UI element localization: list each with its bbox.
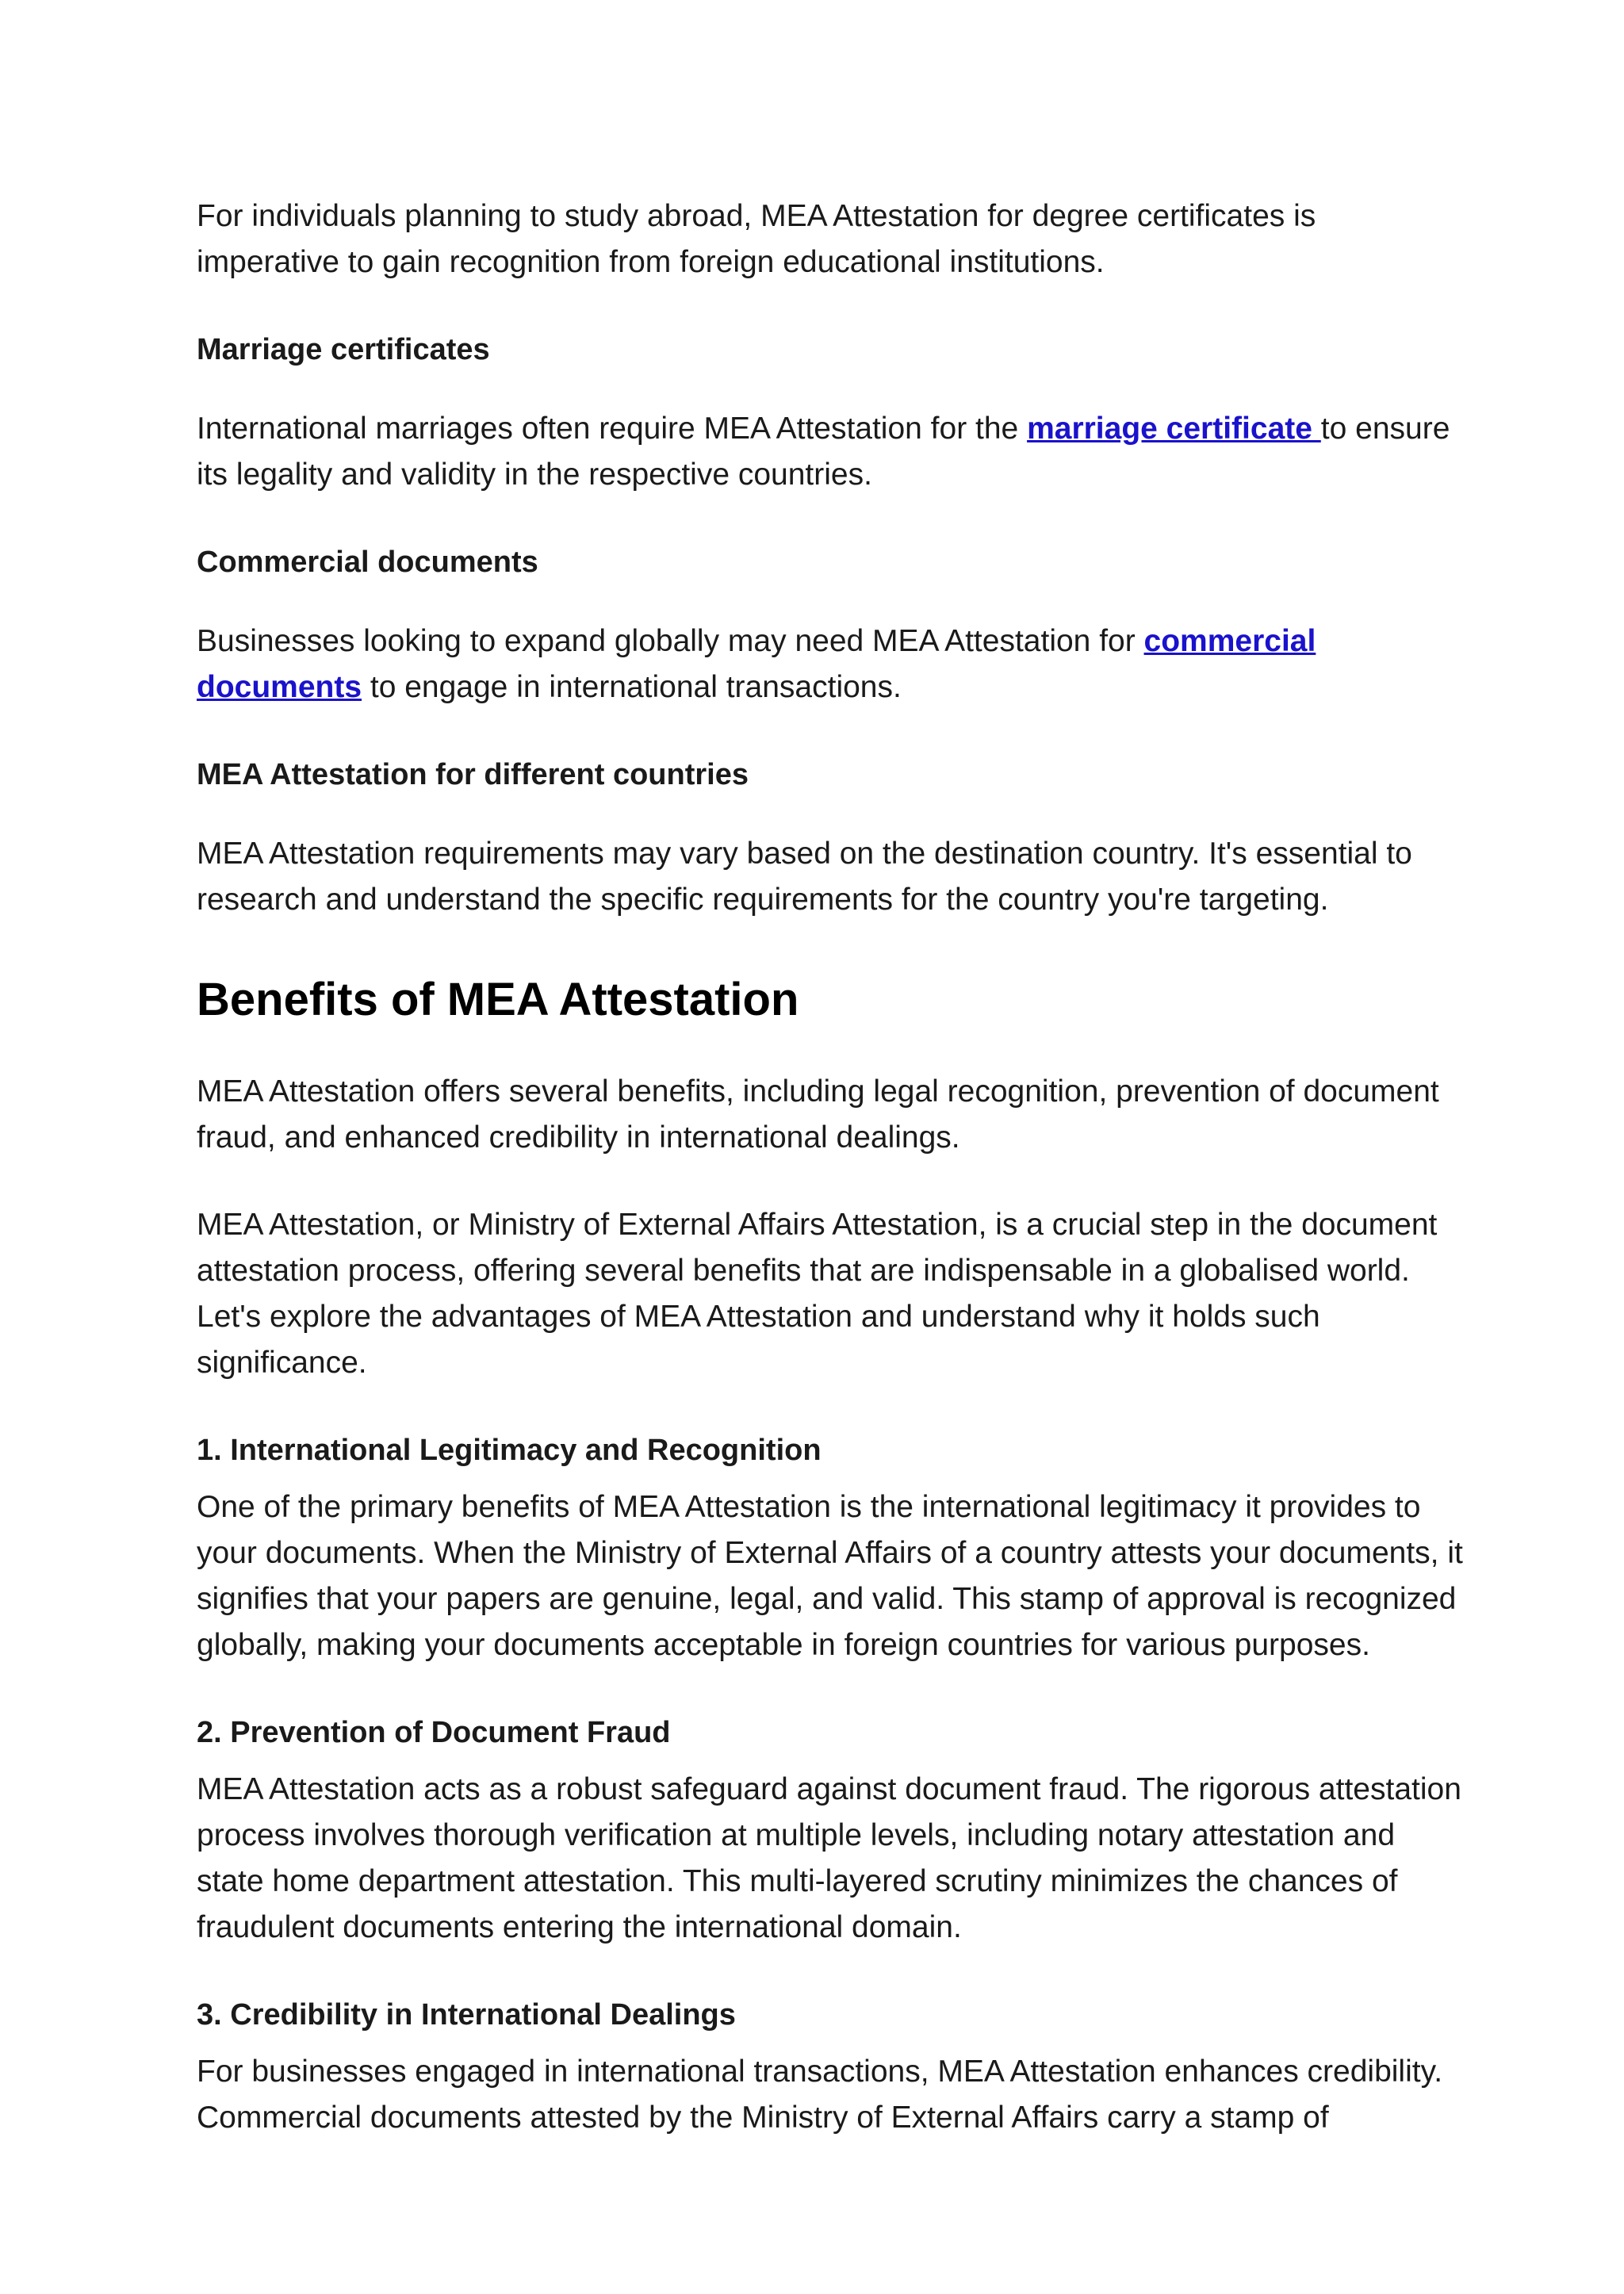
marriage-text-after: to ensure its legality and validity in the respective countries. — [197, 412, 1450, 492]
marriage-paragraph — [197, 406, 1465, 498]
marriage-text-before: International marriages often require MEA Attestation for the — [197, 412, 1028, 446]
commercial-documents-link[interactable]: commercial documents — [197, 624, 1316, 704]
benefit-2-text: MEA Attestation acts as a robust safeguard against document fraud. The rigorous attestation process involves thorough verification at multiple levels, including notary attestation and state home department attestation. This multi-layered scrutiny minimizes the chances of fraudulent documents entering the international domain. — [197, 1772, 1461, 1944]
commercial-text-before: Businesses looking to expand globally may need MEA Attestation for — [197, 624, 1144, 658]
benefits-heading: Benefits of MEA Attestation — [197, 974, 799, 1025]
benefit-3-title: 3. Credibility in International Dealings — [197, 1998, 736, 2032]
commercial-heading: Commercial documents — [197, 546, 538, 579]
benefits-intro-paragraph: MEA Attestation offers several benefits, including legal recognition, prevention of document fraud, and enhanced credibility in international dealings. — [197, 1074, 1439, 1155]
benefit-1-title: 1. International Legitimacy and Recognition — [197, 1434, 822, 1467]
commercial-text-after: to engage in international transactions. — [362, 670, 902, 704]
commercial-paragraph — [197, 618, 1465, 710]
countries-paragraph: MEA Attestation requirements may vary based on the destination country. It's essential to research and understand the specific requirements for the country you're targeting. — [197, 837, 1412, 917]
countries-heading: MEA Attestation for different countries — [197, 758, 749, 791]
document-content — [197, 193, 1465, 2141]
marriage-certificate-link[interactable]: marriage certificate — [1027, 412, 1321, 446]
intro-degree-paragraph: For individuals planning to study abroad, MEA Attestation for degree certificates is imperative to gain recognition from foreign educational institutions. — [197, 199, 1316, 279]
benefit-3-text: For businesses engaged in international transactions, MEA Attestation enhances credibility. Commercial documents attested by the Ministry of External Affairs carry a stamp of — [197, 2055, 1443, 2135]
benefits-detail-paragraph: MEA Attestation, or Ministry of External Affairs Attestation, is a crucial step in the document attestation process, offering several benefits that are indispensable in a globalised world. Let's explore the advantages of MEA Attestation and understand why it holds such significance. — [197, 1208, 1438, 1380]
benefit-1-text: One of the primary benefits of MEA Attestation is the international legitimacy it provides to your documents. When the Ministry of External Affairs of a country attests your documents, it signifies that your papers are genuine, legal, and valid. This stamp of approval is recognized globally, making your documents acceptable in foreign countries for various purposes. — [197, 1490, 1463, 1662]
benefit-2-title: 2. Prevention of Document Fraud — [197, 1716, 671, 1749]
marriage-heading: Marriage certificates — [197, 333, 490, 366]
